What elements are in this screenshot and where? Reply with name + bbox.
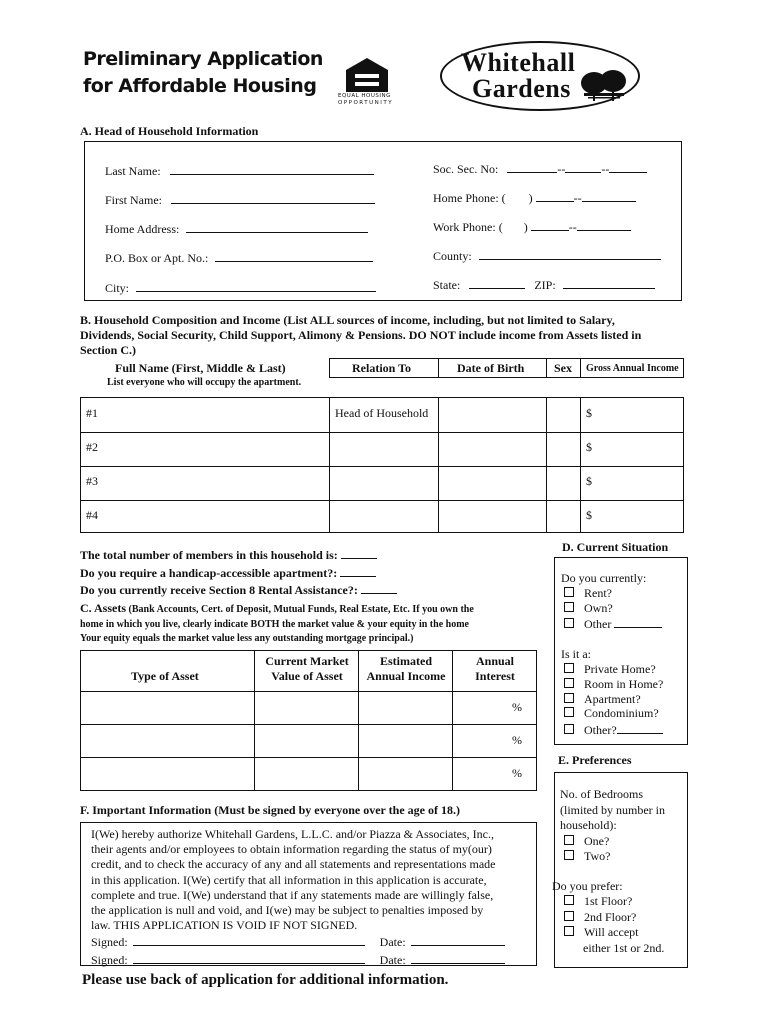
section-e-content [552, 787, 665, 956]
option-either-floor[interactable] [560, 925, 665, 941]
table-row [81, 500, 683, 532]
checkbox-icon[interactable] [564, 707, 574, 717]
row-num: #1 [86, 406, 98, 420]
section-c-heading [80, 601, 474, 647]
table-row [81, 398, 683, 433]
type-question: Is it a: [561, 647, 591, 662]
checkbox-icon[interactable] [564, 663, 574, 673]
po-box-row [105, 249, 373, 266]
header-divider-4 [580, 358, 581, 378]
home-phone-row [433, 189, 636, 206]
option-either-label-2: either 1st or 2nd. [583, 940, 665, 955]
section-c-title: C. Assets [80, 601, 127, 615]
option-second-floor[interactable] [560, 910, 665, 926]
work-phone-sep: -- [568, 220, 577, 234]
section8-label: Do you currently receive Section 8 Rental Assistance?: [80, 583, 358, 597]
header-bottom-line [329, 377, 684, 378]
option-room-in-home[interactable] [561, 677, 663, 692]
col-divider-2 [438, 398, 439, 532]
handicap-label: Do you require a handicap-accessible apartment?: [80, 565, 338, 580]
household-table [80, 358, 684, 530]
county-label: County: [433, 249, 472, 263]
work-phone-label: Work Phone: ( [433, 220, 503, 234]
asset-col-divider-1 [254, 651, 255, 790]
table-row [81, 724, 536, 758]
form-title-line1: Preliminary Application [83, 48, 323, 70]
handicap-field[interactable] [340, 564, 376, 577]
section-c-title-rest: (Bank Accounts, Cert. of Deposit, Mutual Funds, Real Estate, Etc. If you own the [128, 604, 474, 615]
first-name-row [105, 191, 375, 208]
table-row [81, 432, 683, 467]
signature-row [91, 933, 505, 950]
checkbox-icon[interactable] [564, 850, 574, 860]
option-either-label-1: Will accept [584, 925, 639, 939]
option-first-floor[interactable] [560, 894, 665, 910]
home-phone-label: Home Phone: ( [433, 191, 506, 205]
col-income-label [360, 654, 452, 684]
whitehall-gardens-logo [440, 41, 640, 111]
section-b-heading-1: B. Household Composition and Income (List ALL sources of income, including, but not limited to Salary, [80, 313, 615, 327]
form-title [83, 46, 323, 100]
signature-field[interactable] [133, 933, 365, 946]
logo-text-2: Gardens [472, 74, 571, 103]
option-other-type[interactable] [561, 721, 663, 738]
city-label: City: [105, 281, 130, 295]
table-row [81, 466, 683, 501]
col-interest-label [454, 654, 536, 684]
section-d-content [561, 571, 663, 738]
option-rent[interactable] [561, 586, 663, 601]
option-other2-field[interactable] [617, 721, 663, 734]
option-other[interactable] [561, 615, 663, 632]
date-field[interactable] [411, 933, 505, 946]
option-two-label: Two? [584, 849, 611, 863]
home-phone-sep: -- [573, 191, 582, 205]
home-address-field[interactable] [186, 220, 368, 233]
home-phone-field-1[interactable] [536, 189, 574, 202]
table-row [81, 757, 536, 790]
option-own[interactable] [561, 601, 663, 616]
checkbox-icon[interactable] [564, 911, 574, 921]
ssn-sep-1: -- [557, 162, 566, 176]
section-c-line2: home in which you live, clearly indicate BOTH the market value & your equity in the home [80, 618, 469, 630]
total-members-field[interactable] [341, 546, 377, 559]
work-phone-field-1[interactable] [531, 218, 569, 231]
ssn-field-1[interactable] [507, 160, 557, 173]
auth-line: in this application. I(We) certify that all information in this application is accurate, [91, 872, 487, 887]
auth-line: the application is null and void, and I(we) may be subject to penalties imposed by [91, 903, 484, 918]
col-relation-label: Relation To [352, 361, 412, 375]
row-income: $ [586, 474, 592, 488]
auth-line: their agents and/or employees to obtain information regarding the status of my(our) [91, 842, 492, 857]
last-name-label: Last Name: [105, 164, 161, 178]
auth-line: complete and true. I(We) understand that if any statements made are willingly false, [91, 887, 494, 902]
home-phone-field-2[interactable] [582, 189, 636, 202]
footer-note: Please use back of application for additional information. [82, 972, 449, 988]
zip-label: ZIP: [534, 278, 556, 292]
asset-col-divider-2 [358, 651, 359, 790]
option-condominium[interactable] [561, 706, 663, 721]
section8-row [80, 581, 397, 599]
date-field[interactable] [411, 951, 505, 964]
option-other2-label: Other? [584, 723, 617, 738]
first-name-field[interactable] [171, 191, 375, 204]
eho-text-2: OPPORTUNITY [338, 100, 394, 106]
po-box-label: P.O. Box or Apt. No.: [105, 251, 209, 265]
row-percent: % [512, 766, 522, 780]
date-label: Date: [379, 952, 406, 967]
form-title-line2: for Affordable Housing [83, 75, 317, 97]
auth-line: I(We) hereby authorize Whitehall Gardens, L.L.C. and/or Piazza & Associates, Inc., [91, 827, 495, 841]
last-name-field[interactable] [170, 162, 374, 175]
row-income: $ [586, 406, 592, 420]
signature-row [91, 951, 505, 968]
option-apartment[interactable] [561, 692, 663, 707]
option-second-label: 2nd Floor? [584, 909, 637, 924]
signed-label: Signed: [91, 935, 128, 950]
city-field[interactable] [136, 279, 376, 292]
authorization-text [91, 827, 505, 968]
row-num: #3 [86, 474, 98, 488]
assets-header [81, 651, 536, 692]
section-b-heading-2: Dividends, Social Security, Child Support, Alimony & Pensions. DO NOT include income from Assets listed in [80, 328, 642, 342]
bedrooms-label-1: No. of Bedrooms [560, 787, 643, 801]
current-question: Do you currently: [561, 571, 647, 585]
last-name-row [105, 162, 374, 179]
zip-field[interactable] [563, 276, 655, 289]
handicap-row [80, 564, 397, 582]
table-row [81, 691, 536, 725]
county-field[interactable] [479, 247, 661, 260]
county-row [433, 247, 661, 264]
option-two-bedroom[interactable] [560, 849, 665, 865]
row-num: #2 [86, 440, 98, 454]
total-members-row [80, 546, 397, 564]
option-private-label: Private Home? [584, 661, 656, 676]
col-dob-label: Date of Birth [457, 361, 525, 375]
asset-col-divider-3 [452, 651, 453, 790]
row-num: #4 [86, 508, 98, 522]
po-box-field[interactable] [215, 249, 373, 262]
header-top-line [329, 358, 684, 359]
signature-field[interactable] [133, 951, 365, 964]
row-income: $ [586, 440, 592, 454]
checkbox-icon[interactable] [564, 926, 574, 936]
ssn-field-3[interactable] [609, 160, 647, 173]
first-name-label: First Name: [105, 193, 162, 207]
floor-question: Do you prefer: [552, 878, 623, 893]
section-b-heading [80, 313, 690, 358]
row-relation: Head of Household [335, 406, 429, 420]
table-body [80, 397, 684, 533]
col-market-label [259, 654, 355, 684]
section-e-heading: E. Preferences [558, 753, 632, 767]
checkbox-icon[interactable] [564, 895, 574, 905]
col-interest-1: Annual [475, 654, 515, 668]
trees-icon [580, 69, 628, 103]
household-questions [80, 546, 397, 599]
col-market-1: Current Market [265, 654, 349, 668]
col-type-label: Type of Asset [131, 669, 199, 683]
ssn-label: Soc. Sec. No: [433, 162, 499, 176]
home-phone-paren: ) [528, 191, 533, 205]
option-apartment-label: Apartment? [584, 691, 641, 706]
col-income-label: Gross Annual Income [586, 363, 679, 374]
col-income-2: Annual Income [366, 669, 446, 683]
logo-text-1: Whitehall [461, 48, 576, 77]
state-label: State: [433, 278, 461, 292]
total-members-label: The total number of members in this household is: [80, 548, 338, 562]
option-own-label: Own? [584, 600, 613, 615]
col-divider-3 [546, 398, 547, 532]
work-phone-field-2[interactable] [577, 218, 631, 231]
col-interest-2: Interest [475, 669, 515, 683]
option-other-field[interactable] [614, 615, 662, 628]
auth-line: credit, and to check the accuracy of any and all statements and representations made [91, 857, 496, 872]
checkbox-icon[interactable] [564, 724, 574, 734]
col-income-1: Estimated [380, 654, 432, 668]
option-one-label: One? [584, 833, 610, 848]
header-divider-1 [329, 358, 330, 378]
header-divider-2 [438, 358, 439, 378]
state-zip-row [433, 276, 655, 293]
bedrooms-label-3: household): [560, 818, 617, 832]
header-divider-3 [546, 358, 547, 378]
ssn-sep-2: -- [601, 162, 610, 176]
option-one-bedroom[interactable] [560, 834, 665, 850]
eho-text-1: EQUAL HOUSING [338, 93, 391, 99]
state-field[interactable] [469, 276, 525, 289]
signed-label: Signed: [91, 952, 128, 967]
col-divider-4 [580, 398, 581, 532]
section-d-heading: D. Current Situation [562, 540, 669, 554]
section8-field[interactable] [361, 581, 397, 594]
checkbox-icon[interactable] [564, 602, 574, 612]
option-first-label: 1st Floor? [584, 894, 633, 908]
city-row [105, 279, 376, 296]
section-f-heading: F. Important Information (Must be signed by everyone over the age of 18.) [80, 803, 460, 817]
ssn-field-2[interactable] [565, 160, 601, 173]
checkbox-icon[interactable] [564, 678, 574, 688]
home-address-label: Home Address: [105, 222, 180, 236]
row-income: $ [586, 508, 592, 522]
option-private-home[interactable] [561, 662, 663, 677]
auth-line: law. THIS APPLICATION IS VOID IF NOT SIGNED. [91, 918, 358, 933]
row-percent: % [512, 700, 522, 714]
section-c-line3: Your equity equals the market value less any outstanding mortgage principal.) [80, 633, 414, 644]
home-address-row [105, 220, 368, 237]
checkbox-icon[interactable] [564, 587, 574, 597]
col-market-2: Value of Asset [271, 669, 343, 683]
section-a-heading: A. Head of Household Information [80, 124, 259, 138]
col-divider-1 [329, 398, 330, 532]
col-name-sublabel: List everyone who will occupy the apartment. [107, 377, 302, 388]
equal-housing-logo [340, 56, 400, 108]
option-room-label: Room in Home? [584, 676, 664, 691]
header-name [80, 358, 329, 397]
checkbox-icon[interactable] [564, 618, 574, 628]
option-other-label: Other [584, 617, 612, 632]
row-percent: % [512, 733, 522, 747]
col-sex-label: Sex [554, 361, 572, 375]
option-rent-label: Rent? [584, 585, 612, 600]
date-label: Date: [379, 935, 406, 950]
col-name-label: Full Name (First, Middle & Last) [115, 361, 286, 375]
assets-table [80, 650, 537, 791]
ssn-row [433, 160, 647, 177]
header-right-line [683, 358, 684, 378]
work-phone-paren: ) [523, 220, 528, 234]
section-b-heading-3: Section C.) [80, 343, 136, 357]
bedrooms-label-2: (limited by number in [560, 802, 665, 817]
checkbox-icon[interactable] [564, 693, 574, 703]
checkbox-icon[interactable] [564, 835, 574, 845]
work-phone-row [433, 218, 631, 235]
option-condo-label: Condominium? [584, 706, 659, 721]
